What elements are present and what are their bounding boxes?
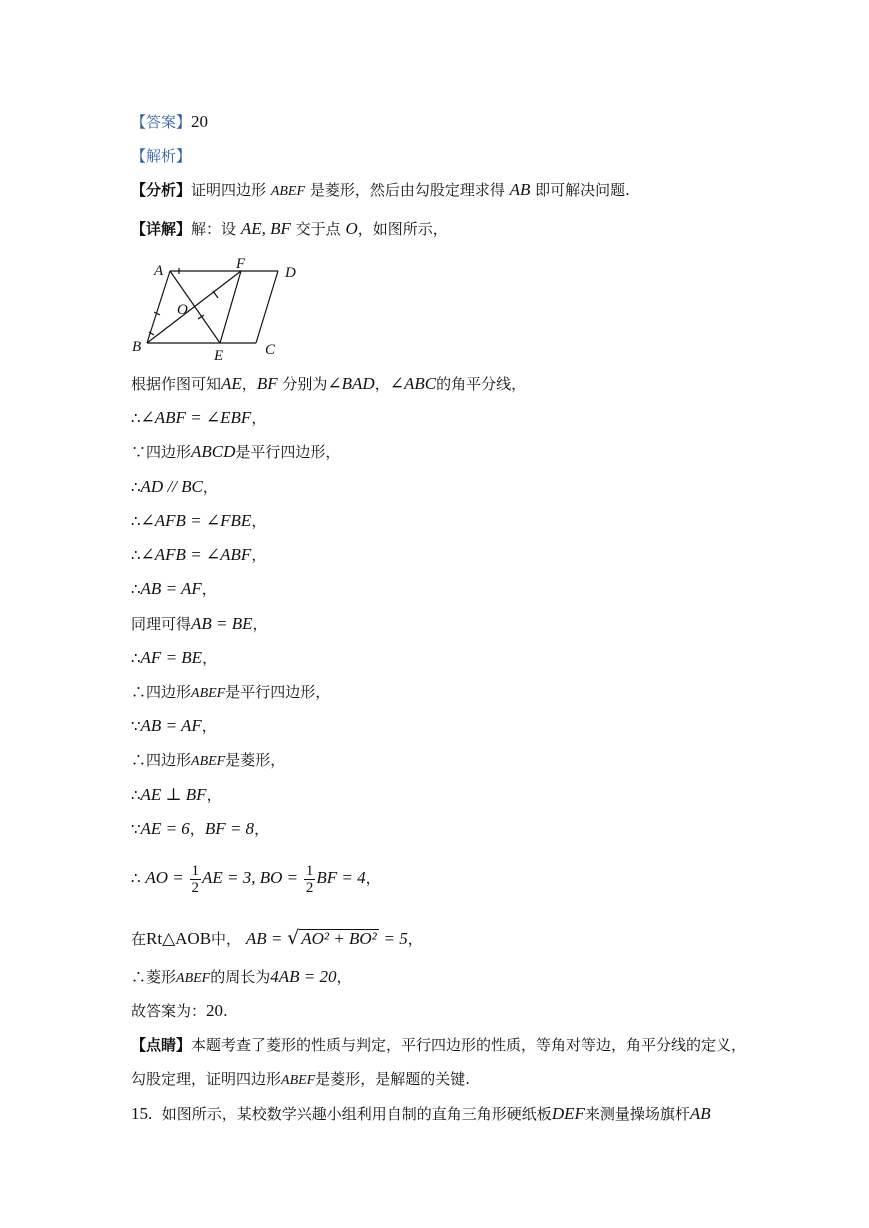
fenxi-text3: 即可解决问题. bbox=[535, 181, 630, 199]
dianjing-line2 bbox=[131, 1068, 470, 1092]
step-5 bbox=[131, 510, 266, 532]
step-text: 是平行四边形， bbox=[235, 443, 341, 461]
therefore-symbol: ∴ bbox=[131, 968, 147, 986]
because-symbol: ∵ bbox=[131, 443, 147, 461]
step-text: 根据作图可知 bbox=[131, 375, 222, 393]
step-text: 四边形 bbox=[146, 751, 192, 769]
step-15 bbox=[131, 860, 381, 896]
fenxi-ab: AB bbox=[509, 180, 531, 199]
question-number: 15. bbox=[131, 1104, 153, 1123]
therefore-symbol: ∴ bbox=[131, 409, 141, 427]
step-text: ， bbox=[189, 820, 205, 838]
therefore-symbol: ∴ bbox=[131, 869, 141, 887]
therefore-symbol: ∴ bbox=[131, 512, 141, 530]
step-13 bbox=[131, 784, 222, 806]
step-text: ， bbox=[201, 717, 217, 735]
step-text: ， bbox=[407, 930, 423, 948]
fenxi-quad: ABEF bbox=[270, 184, 306, 199]
step-expr: 4AB = 20 bbox=[270, 967, 337, 986]
step-expr: ∠ABC bbox=[389, 374, 437, 393]
step-text: ， bbox=[202, 649, 218, 667]
step-expr: AB = BE bbox=[191, 614, 253, 633]
step-text: 分别为 bbox=[282, 375, 328, 393]
step-expr: ∠BAD bbox=[327, 374, 375, 393]
because-symbol: ∵ bbox=[131, 717, 141, 735]
label-f: F bbox=[236, 256, 246, 272]
question-expr: DEF bbox=[551, 1104, 585, 1123]
xiangjie-text: 解：设 bbox=[191, 220, 237, 238]
step-text: ， bbox=[251, 512, 267, 530]
final-answer: 20 bbox=[206, 1001, 224, 1020]
step-text: 同理可得 bbox=[131, 615, 192, 633]
step-expr: ABCD bbox=[191, 442, 236, 461]
because-symbol: ∵ bbox=[131, 820, 141, 838]
step-expr: AE ⊥ BF bbox=[140, 785, 207, 804]
radicand: AO² + BO² bbox=[301, 929, 377, 948]
step-3 bbox=[131, 441, 340, 463]
question-text: 如图所示，某校数学兴趣小组利用自制的直角三角形硬纸板 bbox=[161, 1105, 552, 1123]
segment-fe bbox=[220, 271, 241, 343]
step-expr: ABEF bbox=[176, 971, 211, 986]
step-expr: ∠ABF = ∠EBF bbox=[140, 408, 252, 427]
label-b: B bbox=[132, 339, 142, 355]
therefore-symbol: ∴ bbox=[131, 786, 141, 804]
step-4 bbox=[131, 476, 218, 498]
fenxi-text2: 是菱形，然后由勾股定理求得 bbox=[309, 181, 505, 199]
xiangjie-point: O bbox=[345, 219, 358, 238]
label-o: O bbox=[177, 302, 188, 318]
xiangjie-tag: 【详解】 bbox=[131, 220, 192, 238]
step-expr: BF = 4 bbox=[316, 868, 366, 887]
step-expr: AF = BE bbox=[140, 648, 203, 667]
answer-tag: 【答案】 bbox=[131, 113, 192, 131]
fenxi-text: 证明四边形 bbox=[191, 181, 267, 199]
step-8 bbox=[131, 613, 268, 635]
step-16 bbox=[131, 925, 423, 952]
step-text: ， bbox=[202, 478, 218, 496]
step-text: 故答案为： bbox=[131, 1002, 207, 1020]
therefore-symbol: ∴ bbox=[131, 683, 147, 701]
fraction-denominator: 2 bbox=[191, 879, 199, 896]
therefore-symbol: ∴ bbox=[131, 580, 141, 598]
xiangjie-text2: 交于点 bbox=[295, 220, 341, 238]
label-c: C bbox=[265, 342, 276, 358]
step-text: 菱形 bbox=[146, 968, 177, 986]
step-text: ， bbox=[336, 968, 352, 986]
step-text: ， bbox=[365, 869, 381, 887]
step-expr: AO = bbox=[145, 868, 184, 887]
label-a: A bbox=[154, 263, 164, 279]
step-expr: AE bbox=[221, 374, 242, 393]
segment-dc bbox=[256, 271, 278, 343]
fraction-half bbox=[304, 863, 316, 896]
dianjing-quad: ABEF bbox=[281, 1073, 316, 1088]
step-expr: AB = bbox=[245, 929, 283, 948]
step-expr: ABEF bbox=[191, 754, 226, 769]
therefore-symbol: ∴ bbox=[131, 649, 141, 667]
step-7 bbox=[131, 578, 217, 600]
step-text: ， bbox=[251, 409, 267, 427]
step-text: 是菱形， bbox=[225, 751, 286, 769]
step-text: 四边形 bbox=[146, 683, 192, 701]
step-expr: AE = 6 bbox=[140, 819, 190, 838]
step-text: 在 bbox=[131, 930, 147, 948]
step-expr: BF bbox=[256, 374, 278, 393]
step-expr: ABEF bbox=[191, 686, 226, 701]
step-expr: AD // BC bbox=[140, 477, 203, 496]
step-text: ， bbox=[251, 546, 267, 564]
fraction-denominator: 2 bbox=[305, 879, 314, 896]
step-expr: AB = AF bbox=[140, 579, 202, 598]
step-text: 的角平分线， bbox=[436, 375, 527, 393]
question-expr: AB bbox=[689, 1104, 711, 1123]
step-text: ， bbox=[252, 615, 268, 633]
step-2 bbox=[131, 407, 266, 429]
step-text: ， bbox=[374, 375, 390, 393]
step-10 bbox=[131, 681, 330, 705]
therefore-symbol: ∴ bbox=[131, 751, 147, 769]
dianjing-text: 勾股定理，证明四边形 bbox=[131, 1070, 282, 1088]
step-expr: AE = 3, BO = bbox=[202, 868, 299, 887]
answer-value: 20 bbox=[191, 112, 209, 131]
step-text: 的周长为 bbox=[210, 968, 271, 986]
dianjing-tag: 【点睛】 bbox=[131, 1036, 192, 1054]
label-e: E bbox=[214, 348, 224, 364]
analysis-tag: 【解析】 bbox=[131, 147, 192, 165]
step-text: ， bbox=[206, 786, 222, 804]
therefore-symbol: ∴ bbox=[131, 546, 141, 564]
step-text: 四边形 bbox=[146, 443, 192, 461]
step-text: 是平行四边形， bbox=[225, 683, 331, 701]
step-expr: Rt△AOB bbox=[146, 929, 212, 948]
fenxi-tag: 【分析】 bbox=[131, 181, 192, 199]
step-text: ， bbox=[241, 375, 257, 393]
segment-bf bbox=[147, 271, 241, 343]
xiangjie-text3: ，如图所示， bbox=[357, 220, 448, 238]
step-1 bbox=[131, 373, 526, 395]
step-9 bbox=[131, 647, 217, 669]
dianjing-text: 是菱形，是解题的关键. bbox=[315, 1070, 471, 1088]
step-17 bbox=[131, 966, 352, 990]
sqrt-symbol: √ bbox=[287, 927, 300, 949]
parallelogram-figure bbox=[128, 255, 318, 367]
label-d: D bbox=[285, 265, 296, 281]
dianjing-text: 本题考查了菱形的性质与判定，平行四边形的性质，等角对等边，角平分线的定义， bbox=[191, 1036, 747, 1054]
step-text: ， bbox=[254, 820, 270, 838]
step-text: . bbox=[223, 1002, 228, 1020]
xiangjie-vars: AE, BF bbox=[240, 219, 291, 238]
step-14 bbox=[131, 818, 269, 840]
step-18 bbox=[131, 1000, 228, 1022]
xiangjie-line bbox=[131, 218, 448, 240]
step-expr: ∠AFB = ∠FBE bbox=[140, 511, 252, 530]
question-text: 来测量操场旗杆 bbox=[584, 1105, 690, 1123]
answer-line bbox=[131, 111, 208, 133]
dianjing-line1 bbox=[131, 1034, 746, 1056]
step-11 bbox=[131, 715, 217, 737]
step-expr: = 5 bbox=[383, 929, 408, 948]
fraction-numerator: 1 bbox=[191, 862, 199, 879]
therefore-symbol: ∴ bbox=[131, 478, 141, 496]
fenxi-line bbox=[131, 179, 630, 203]
step-12 bbox=[131, 749, 285, 773]
question-15 bbox=[131, 1103, 711, 1125]
step-text: ， bbox=[201, 580, 217, 598]
step-text: 中， bbox=[211, 930, 242, 948]
step-expr: BF = 8 bbox=[204, 819, 255, 838]
step-expr: ∠AFB = ∠ABF bbox=[140, 545, 252, 564]
step-6 bbox=[131, 544, 266, 566]
fraction-half bbox=[190, 863, 202, 896]
step-expr: AB = AF bbox=[140, 716, 202, 735]
fraction-numerator: 1 bbox=[305, 862, 314, 879]
